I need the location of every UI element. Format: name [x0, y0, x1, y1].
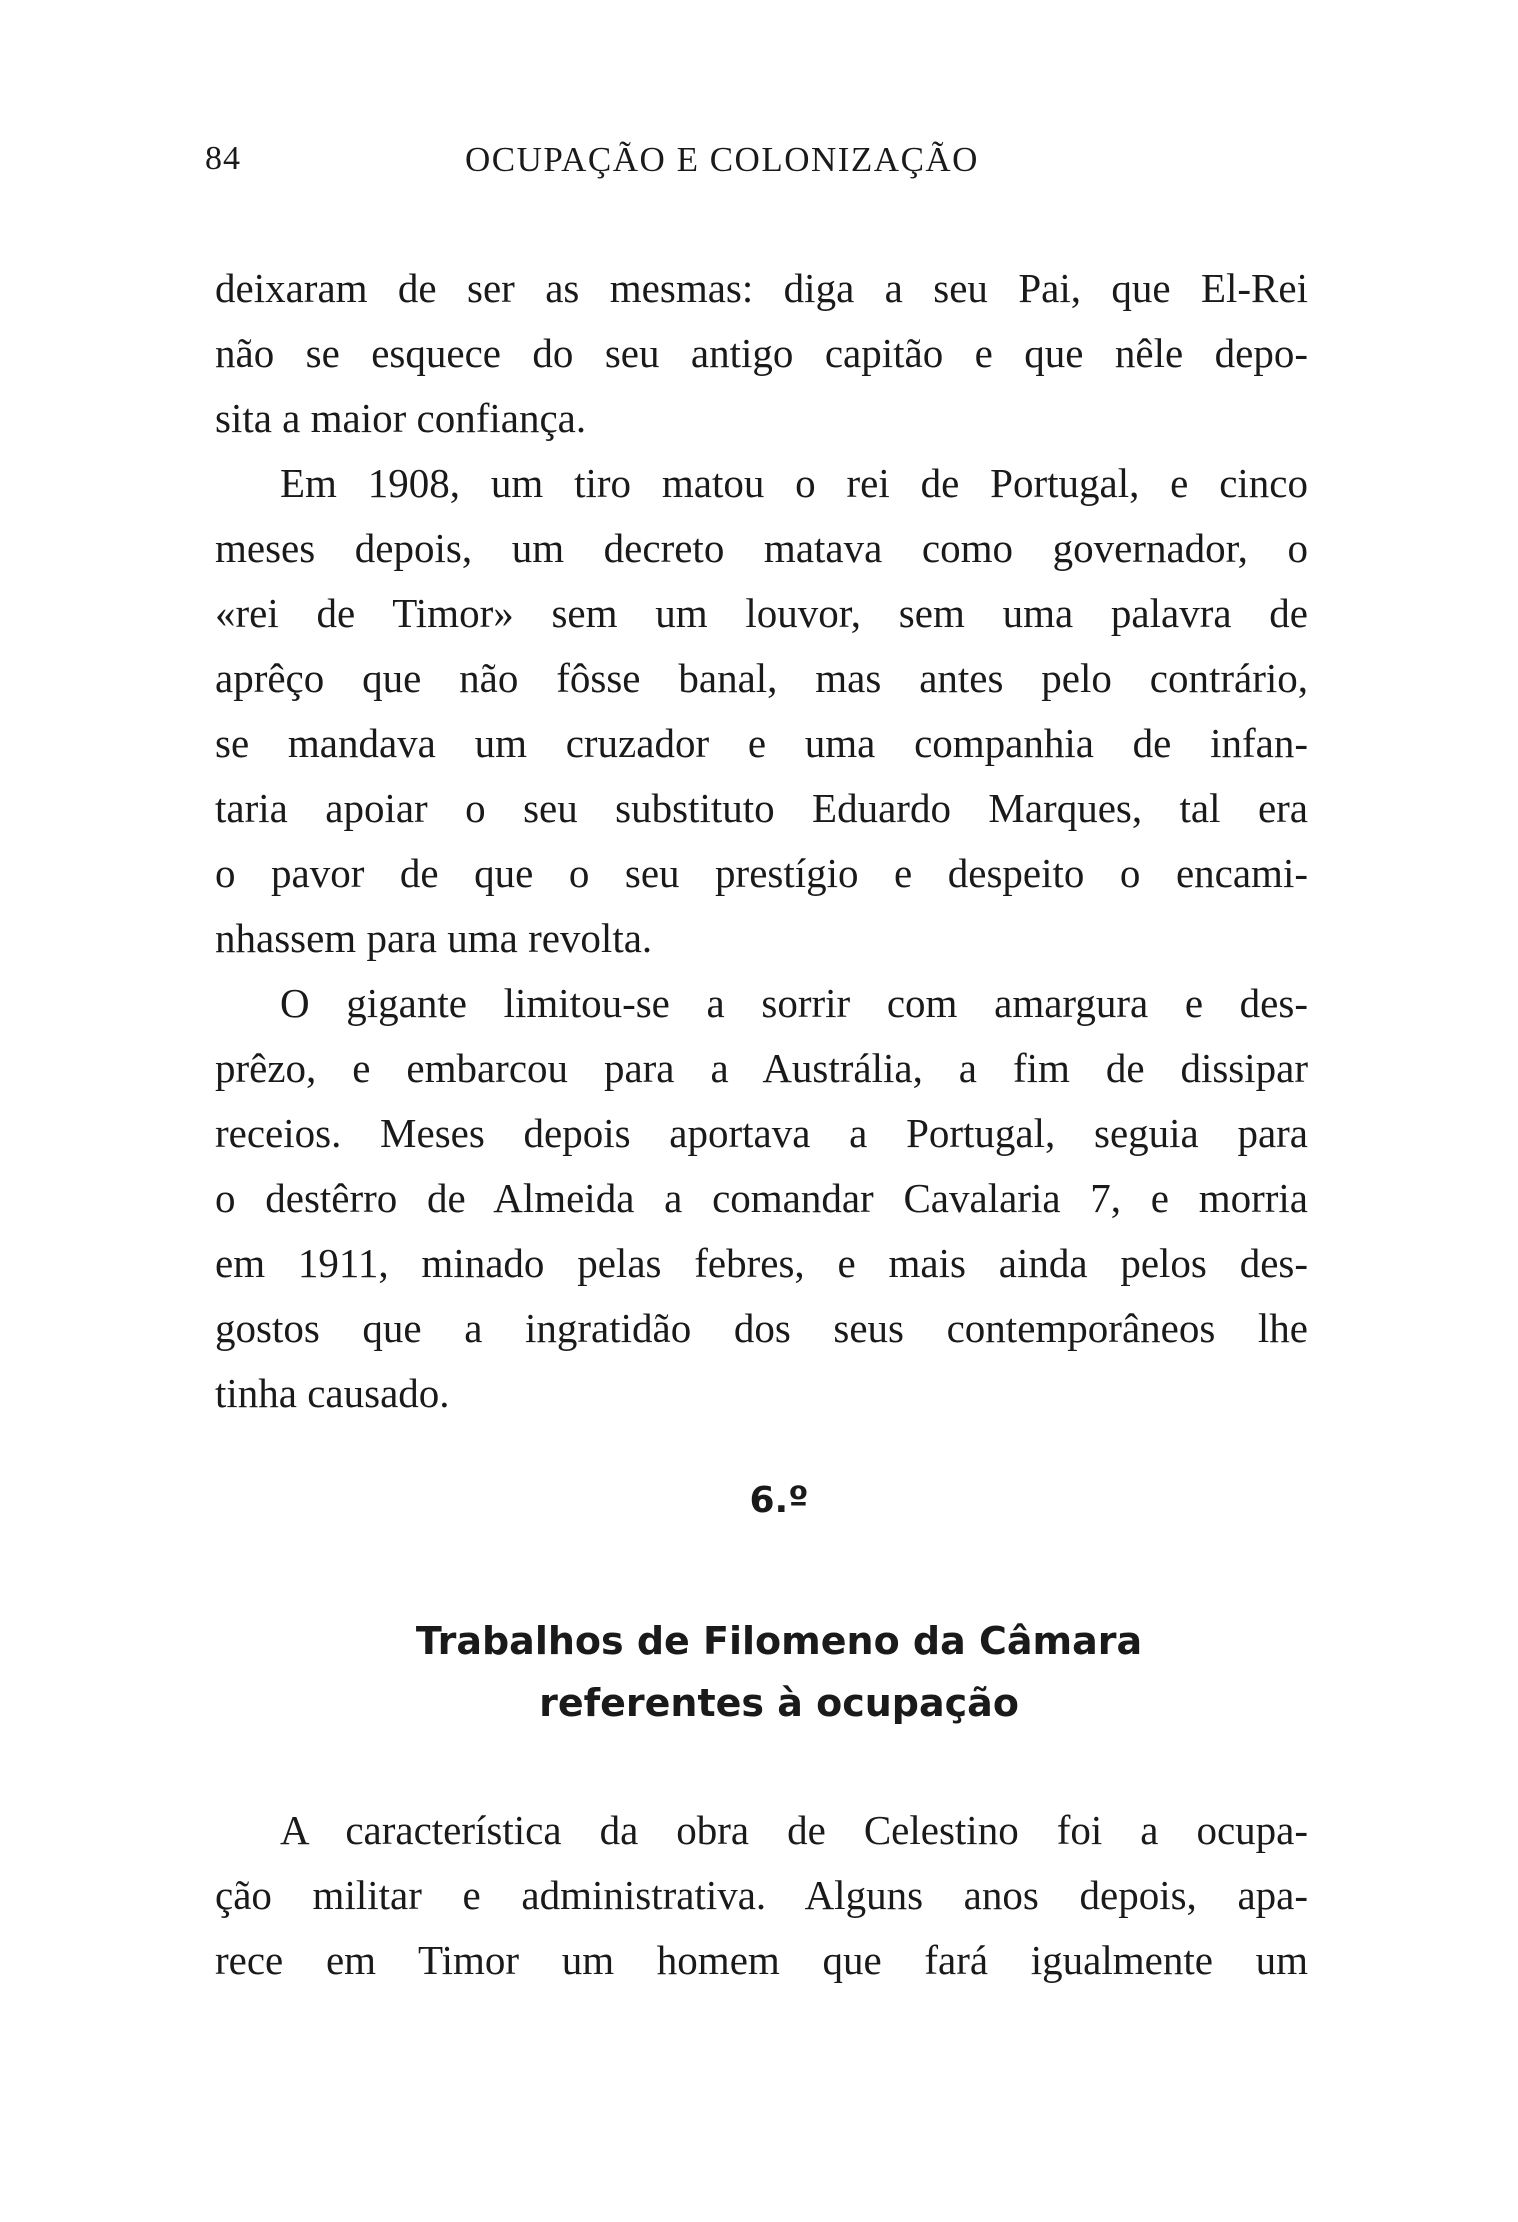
page-number: 84	[205, 140, 241, 177]
text-line: sita a maior confiança.	[215, 395, 587, 441]
text-line: aprêço que não fôsse banal, mas antes pelo contrário,	[215, 655, 1308, 701]
text-line: se mandava um cruzador e uma companhia de infan-	[215, 720, 1308, 766]
text-line: prêzo, e embarcou para a Austrália, a fim de dissipar	[215, 1045, 1308, 1091]
paragraph-4	[215, 1798, 1308, 1993]
section-title-line: referentes à ocupação	[539, 1681, 1019, 1725]
text-line: não se esquece do seu antigo capitão e que nêle depo-	[215, 330, 1308, 376]
text-line: «rei de Timor» sem um louvor, sem uma palavra de	[215, 590, 1308, 636]
running-title: OCUPAÇÃO E COLONIZAÇÃO	[465, 140, 979, 179]
text-line: Em 1908, um tiro matou o rei de Portugal, e cinco	[280, 460, 1308, 506]
section-title	[0, 1610, 1518, 1734]
paragraph-2	[215, 451, 1308, 971]
section-number: 6.º	[749, 1480, 809, 1521]
text-line: taria apoiar o seu substituto Eduardo Marques, tal era	[215, 785, 1308, 831]
paragraph-3	[215, 971, 1308, 1426]
paragraph-1	[215, 256, 1308, 451]
text-line: em 1911, minado pelas febres, e mais ainda pelos des-	[215, 1240, 1308, 1286]
text-line: A característica da obra de Celestino foi a ocupa-	[280, 1807, 1308, 1853]
section-body-text	[215, 1798, 1308, 1993]
text-line: o pavor de que o seu prestígio e despeito o encami-	[215, 850, 1308, 896]
body-text	[215, 256, 1308, 1426]
text-line: O gigante limitou-se a sorrir com amargura e des-	[280, 980, 1308, 1026]
text-line: nhassem para uma revolta.	[215, 915, 653, 961]
section-title-line: Trabalhos de Filomeno da Câmara	[415, 1619, 1143, 1663]
text-line: receios. Meses depois aportava a Portugal, seguia para	[215, 1110, 1308, 1156]
text-line: meses depois, um decreto matava como governador, o	[215, 525, 1308, 571]
text-line: tinha causado.	[215, 1370, 450, 1416]
text-line: ção militar e administrativa. Alguns anos depois, apa-	[215, 1872, 1308, 1918]
running-head	[205, 140, 1305, 200]
text-line: gostos que a ingratidão dos seus contemporâneos lhe	[215, 1305, 1308, 1351]
text-line: o destêrro de Almeida a comandar Cavalaria 7, e morria	[215, 1175, 1308, 1221]
text-line: deixaram de ser as mesmas: diga a seu Pai, que El-Rei	[215, 265, 1308, 311]
text-line: rece em Timor um homem que fará igualmente um	[215, 1937, 1308, 1983]
